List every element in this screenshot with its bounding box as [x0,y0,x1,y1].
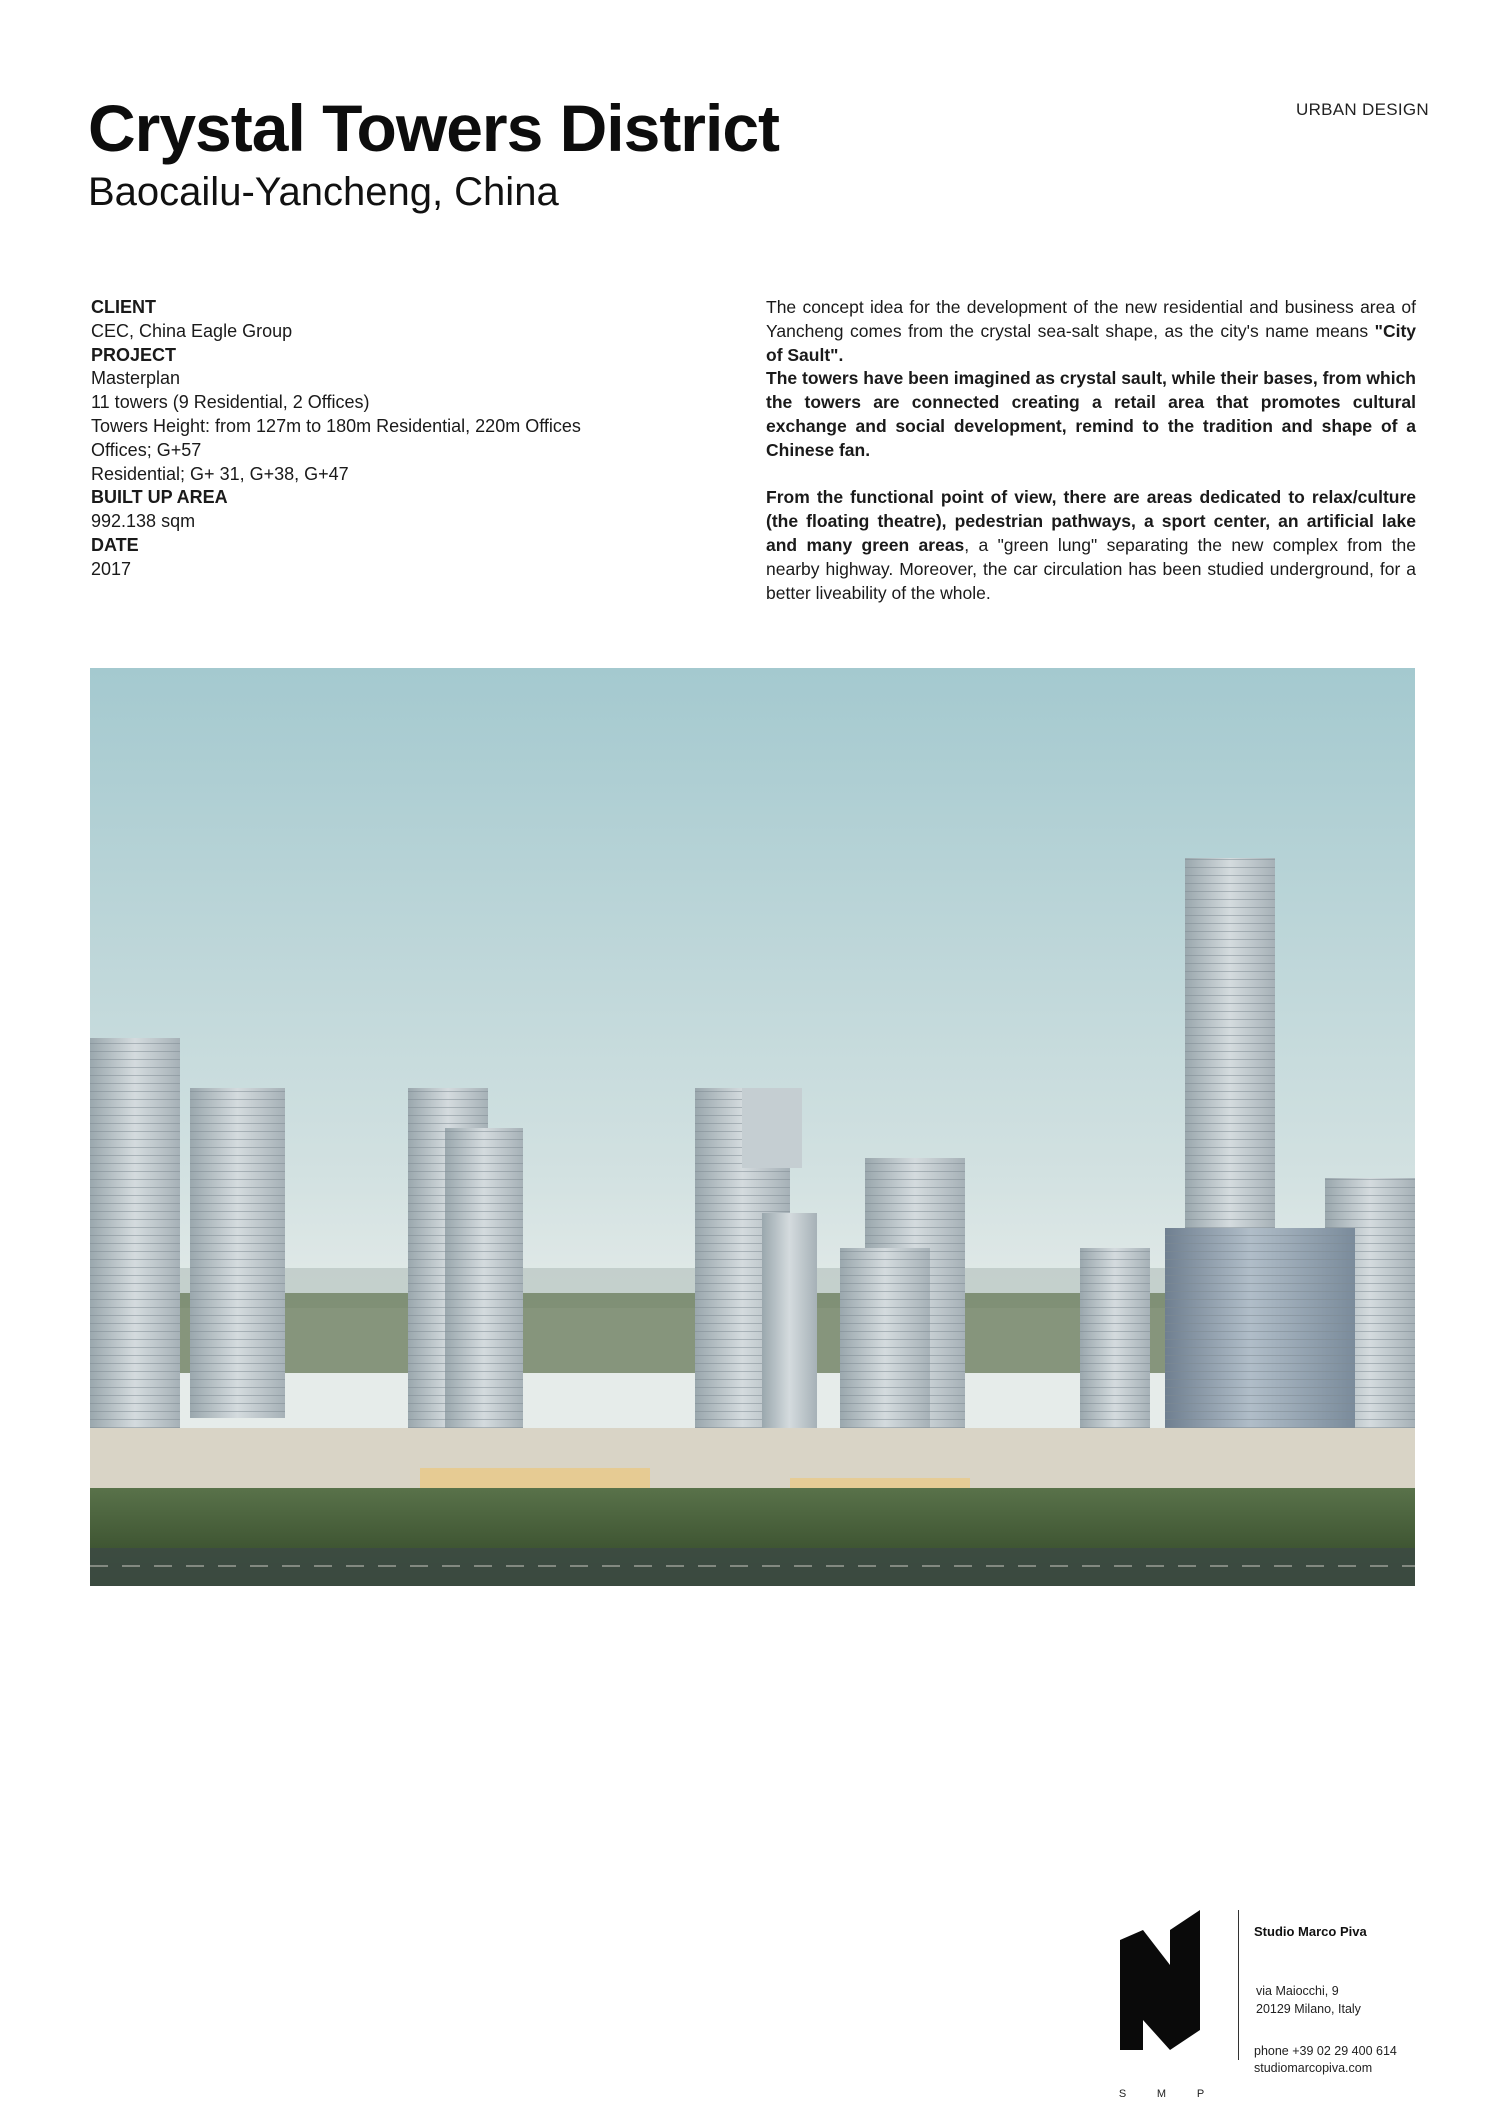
studio-address [1256,1982,1361,2018]
description-emphasis: "City of Sault". [766,320,1416,365]
rendering-svg [90,668,1415,1586]
project-line: Offices; G+57 [91,439,202,460]
studio-contact [1254,2043,1397,2077]
project-line: Residential; G+ 31, G+38, G+47 [91,463,349,484]
description-emphasis: The towers have been imagined as crystal sault, while their bases, from which the towers are connected creating a retail area that promotes cultural exchange and social development, remind to the tradition and shape of a Chinese fan. [766,368,1416,460]
category-label: URBAN DESIGN [1296,100,1430,119]
project-label: PROJECT [91,344,177,365]
client-label: CLIENT [91,297,156,317]
project-location: Baocailu-Yancheng, China [88,170,559,214]
highway [90,1548,1415,1586]
project-line: Towers Height: from 127m to 180m Residential, 220m Offices [91,415,581,436]
address-line: 20129 Milano, Italy [1256,2002,1361,2016]
logo-letter: M [1156,2088,1168,2100]
phone: phone +39 02 29 400 614 [1254,2044,1397,2058]
date-label: DATE [91,534,139,555]
area-label: BUILT UP AREA [91,487,228,508]
project-description [766,296,1416,605]
logo-letter: S [1118,2088,1128,2100]
smp-logo [1115,1910,1205,2050]
logo-letters [1117,2088,1207,2100]
project-line: Masterplan [91,368,181,389]
description-paragraph-1 [766,296,1416,463]
date-value: 2017 [91,558,132,579]
description-text: The concept idea for the development of the new residential and business area of Yancheng comes from the crystal sea-salt shape, as the city's name means [766,297,1416,341]
website-link[interactable]: studiomarcopiva.com [1254,2061,1373,2075]
project-line: 11 towers (9 Residential, 2 Offices) [91,392,370,413]
description-text: , a "green lung" separating the new complex from the nearby highway. Moreover, the car circulation has been studied underground, for a better liveability of the whole. [766,534,1416,603]
description-paragraph-2 [766,486,1416,605]
footer-divider [1238,1910,1239,2060]
project-title: Crystal Towers District [88,91,780,165]
studio-name: Studio Marco Piva [1254,1924,1367,1939]
architectural-rendering [90,668,1415,1586]
logo-letter: P [1196,2088,1206,2100]
project-info [91,296,651,582]
client-value: CEC, China Eagle Group [91,320,293,341]
description-emphasis: From the functional point of view, there are areas dedicated to relax/culture (the floating theatre), pedestrian pathways, a sport center, an artificial lake and many green areas [766,487,1416,555]
area-value: 992.138 sqm [91,511,196,532]
address-line: via Maiocchi, 9 [1256,1984,1339,1998]
